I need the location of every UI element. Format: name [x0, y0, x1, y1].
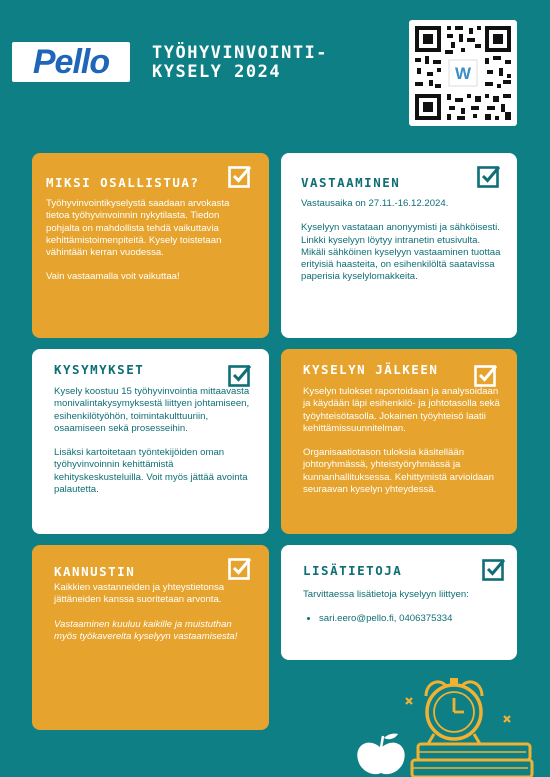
card-vastaaminen — [281, 153, 517, 338]
apple-icon — [357, 734, 404, 774]
paragraph: Kaikkien vastanneiden ja yhteystietonsa jättäneiden kanssa suoritetaan arvonta. — [54, 582, 225, 606]
card-body — [301, 198, 503, 296]
card-kyselyn-jalkeen — [281, 349, 517, 534]
alarm-clock-books-apple-illustration — [348, 660, 550, 777]
card-body — [303, 589, 503, 626]
paragraph: Kyselyyn vastataan anonyymisti ja sähköisesti. Linkki kyselyyn löytyy intranetin etusivulta. Mikäli sähköinen kyselyyn vastaaminen tuottaa erityisiä haasteita, on esihenkilöltä saatavissa paperisia kyselylomakkeita. — [301, 222, 501, 283]
card-miksi-osallistua — [32, 153, 269, 338]
paragraph: Vain vastaamalla voit vaikuttaa! — [46, 271, 180, 283]
card-kannustin — [32, 545, 269, 730]
paragraph: Lisäksi kartoitetaan työntekijöiden oman työhyvinvoinnin kehittämistä kehityskeskusteluilla. Voit myös jättää avointa palautetta. — [54, 447, 248, 496]
books-icon — [412, 744, 532, 777]
paragraph: Vastaaminen kuuluu kaikille ja muistuthan myös työkavereita kyselyyn vastaamisesta! — [54, 618, 238, 642]
page-title — [152, 44, 328, 82]
title-line-1: TYÖHYVINVOINTI- — [152, 43, 329, 63]
header — [0, 0, 550, 140]
paragraph: Organisaatiotason tuloksia käsitellään johtoryhmässä, yhteistyöryhmässä ja kunnanhallituksessa. Kehittymistä arvioidaan seuraavan kyselyn yhteydessä. — [303, 447, 494, 496]
qr-code-icon — [415, 26, 511, 120]
card-body — [54, 582, 255, 655]
checkbox-check-icon — [477, 164, 501, 188]
sparkle-icon — [406, 698, 510, 722]
contact-list — [303, 613, 503, 625]
qr-code[interactable] — [409, 20, 517, 126]
contact-email-phone[interactable]: • sari.eero@pello.fi, 0406375334 — [319, 613, 503, 625]
pello-logo — [12, 42, 130, 82]
card-lisatietoja — [281, 545, 517, 660]
title-line-2: KYSELY 2024 — [152, 62, 282, 82]
card-title: MIKSI OSALLISTUA? — [46, 175, 200, 190]
card-body — [46, 198, 255, 296]
checkbox-check-icon — [474, 363, 498, 387]
card-kysymykset — [32, 349, 269, 534]
card-body — [303, 386, 503, 508]
card-title: KYSELYN JÄLKEEN — [303, 362, 439, 377]
card-title: KYSYMYKSET — [54, 362, 145, 377]
paragraph: Tarvittaessa lisätietoja kyselyyn liittyen: — [303, 589, 469, 600]
paragraph: Työhyvinvointikyselystä saadaan arvokasta tietoa työhyvinvoinnin nykytilasta. Tiedon pohjalta on mahdollista tehdä vaikuttavia kehittämistoimenpiteitä. Kysely toistetaan vähintään kerran vuodessa. — [46, 198, 230, 259]
paragraph: Vastausaika on 27.11.-16.12.2024. — [301, 198, 449, 209]
checkbox-check-icon — [228, 164, 252, 188]
svg-text:W: W — [454, 64, 472, 83]
card-title: KANNUSTIN — [54, 564, 136, 579]
checkbox-check-icon — [482, 557, 506, 581]
paragraph: Kyselyn tulokset raportoidaan ja analysoidaan ja käydään läpi esihenkilö- ja johtotasolla sekä työyhteisötasolla. Jokainen työyhteisö laatii kehittämissuunnitelman. — [303, 386, 500, 434]
card-title: LISÄTIETOJA — [303, 563, 403, 578]
paragraph: Kysely koostuu 15 työhyvinvointia mittaavasta monivalintakysymyksestä liittyen johtamiseen, esihenkilötyöhön, toimintakulttuuriin, osaamiseen sekä prosesseihin. — [54, 386, 250, 434]
checkbox-check-icon — [228, 556, 252, 580]
alarm-clock-icon — [426, 678, 482, 744]
checkbox-check-icon — [228, 363, 252, 387]
card-title: VASTAAMINEN — [301, 175, 401, 190]
logo-text: Pello — [32, 42, 110, 81]
card-body — [54, 386, 255, 508]
